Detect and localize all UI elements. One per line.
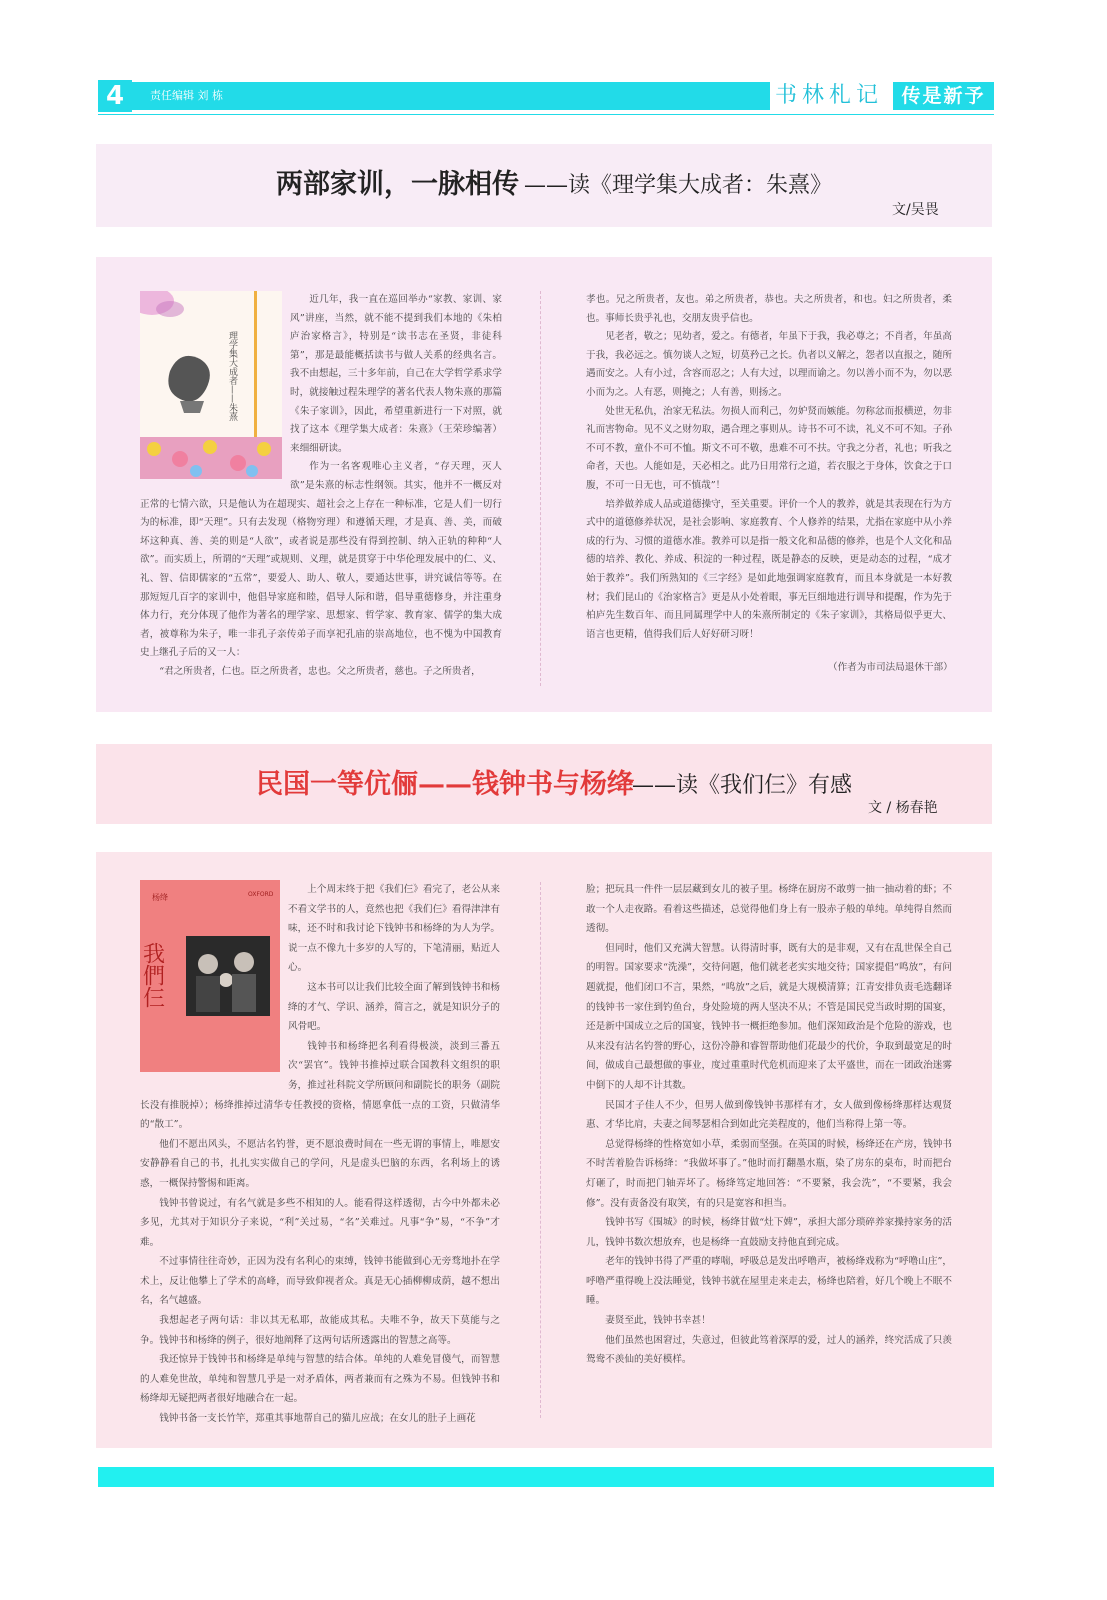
book-cover-zhuxi [140,291,282,479]
article2-body-box [96,852,992,1448]
article1-body-box [96,257,992,712]
article2-col2 [586,880,952,1370]
article1-col1-paragraph: 近几年，我一直在巡回举办“家教、家训、家风”讲座，当然，就不能不提到我们本地的《朱柏庐治家格言》，特别是“读书志在圣贤，非徒科第”，那是最能概括读书与做人关系的经典名言。我不由想起，三十多年前，自己在大学哲学系求学时，就接触过程朱理学的著名代表人物朱熹的那篇《朱子家训》，因此，希望重新进行一下对照，就找了这本《理学集大成者：朱熹》（王荣珍编著）来细细研读。 [290,294,502,454]
article1-col1 [140,291,502,681]
article2-col1-paragraph: 我想起老子两句话：非以其无私耶，故能成其私。夫唯不争，故天下莫能与之争。钱钟书和杨绛的例子，很好地阐释了这两句话所透露出的智慧之高等。 [140,1315,500,1346]
article2-col1-paragraph: 不过事情往往奇妙，正因为没有名利心的束缚，钱钟书能做到心无旁骛地扑在学术上，反让他攀上了学术的高峰，而导致仰视者众。真是无心插柳柳成荫，越不想出名，名气越盛。 [140,1256,500,1307]
article2-title: 民国一等伉俪——钱钟书与杨绛 [256,769,634,800]
article2-col2-paragraph: 总觉得杨绛的性格宽如小草，柔弱而坚强。在英国的时候，杨绛还在产房，钱钟书不时苦着脸告诉杨绛：“我做坏事了。”他时而打翻墨水瓶，染了房东的桌布，时而把台灯砸了，时而把门轴弄坏了。杨绛笃定地回答：“不要紧，我会洗”，“不要紧，我会修”。没有责备没有取笑，有的只是宽容和担当。 [586,1138,952,1209]
editor-credit: 责任编辑 刘 栋 [150,89,223,102]
article1-col1-quote: “君之所贵者，仁也。臣之所贵者，忠也。父之所贵者，慈也。子之所贵者， [159,665,481,677]
book-cover-author: 杨绛 [152,893,168,902]
article2-column-divider [540,882,541,1418]
article1-col2-quote: 孝也。兄之所贵者，友也。弟之所贵者，恭也。夫之所贵者，和也。妇之所贵者，柔也。事师长贵乎礼也，交朋友贵乎信也。 [586,294,952,324]
article1-title: 两部家训，一脉相传 [276,169,519,200]
article2-col1-paragraph: 钱钟书曾说过，有名气就是多些不相知的人。能看得这样透彻，古今中外都未必多见，尤其对于知识分子来说，“利”关过易，“名”关难过。凡事“争”易，“不争”才难。 [140,1197,500,1248]
article2-col1-paragraph: 钱钟书和杨绛把名利看得极淡，淡到三番五次“罢官”。钱钟书推掉过联合国教科文组织的职务，推过社科院文学所顾问和副院长的职务（副院长没有推脱掉）；杨绛推掉过清华专任教授的资格，情愿拿低一点的工资，只做清华的“散工”。 [140,1040,500,1131]
article2-col1-paragraph: 我还惊异于钱钟书和杨绛是单纯与智慧的结合体。单纯的人难免冒傻气，而智慧的人难免世故，单纯和智慧几乎是一对矛盾体，两者兼而有之殊为不易。但钱钟书和杨绛却无疑把两者很好地融合在一起。 [140,1354,500,1405]
book-cover-women-sa [140,880,280,1072]
article1-col2-quote: 见老者，敬之；见幼者，爱之。有德者，年虽下于我，我必尊之；不肖者，年虽高于我，我必远之。慎勿谈人之短，切莫矜己之长。仇者以义解之，怨者以直报之，随所遇而安之。人有小过，含容而忍之；人有大过，以理而谕之。勿以善小而不为，勿以恶小而为之。人有恶，则掩之；人有善，则扬之。 [586,331,952,398]
footer-bar [98,1467,994,1487]
column-tagline: 传是新予 [893,82,994,110]
article1-signature: （作者为市司法局退休干部） [828,662,953,673]
article2-subtitle: ——读《我们仨》有感 [632,773,853,798]
article1-column-divider [540,291,541,686]
article2-col1-paragraph: 这本书可以让我们比较全面了解到钱钟书和杨绛的才气、学识、涵养，简言之，就是知识分子的风骨吧。 [288,981,500,1033]
article1-author: 文/吴畏 [892,202,939,218]
article2-col2-paragraph: 民国才子佳人不少，但男人做到像钱钟书那样有才，女人做到像杨绛那样达观贤惠、才华比肩，夫妻之间琴瑟相合到如此完美程度的，他们当称得上第一等。 [586,1099,952,1131]
article1-col2-paragraph: 培养做养成人品或道德操守，至关重要。评价一个人的教养，就是其表现在行为方式中的道德修养状况，是社会影响、家庭教育、个人修养的结果，尤指在家庭中从小养成的行为、习惯的道德水准。教养可以是指一般文化和品德的修养，也是个人文化和品德的培养、教化、养成、积淀的一种过程，既是静态的反映，更是动态的过程，“成才始于教养”。我们所熟知的《三字经》是如此地强调家庭教育，而且本身就是一本好教材；我们昆山的《治家格言》更是从小处着眼，事无巨细地进行训导和提醒，作为先于柏庐先生数百年、而且同属理学中人的朱熹所制定的《朱子家训》，其格局似乎更大、语言也更精，值得我们后人好好研习呀！ [586,498,952,640]
article1-col2 [586,291,952,644]
article2-col2-paragraph: 钱钟书写《围城》的时候，杨绛甘做“灶下婢”，承担大部分琐碎养家操持家务的活儿，钱钟书数次想放弃，也是杨绛一直鼓励支持他直到完成。 [586,1217,952,1248]
article2-col1-paragraph: 钱钟书备一支长竹竿，郑重其事地帮自己的猫儿应战；在女儿的肚子上画花 [159,1413,476,1425]
article2-col1-paragraph: 他们不愿出风头，不愿沽名钓誉，更不愿浪费时间在一些无谓的事情上，唯愿安安静静看自己的书，扎扎实实做自己的学问，凡是虚头巴脑的东西，名利场上的诱惑，一概保持警惕和距离。 [140,1138,500,1189]
article2-col1-paragraph: 上个周末终于把《我们仨》看完了，老公从来不看文学书的人，竟然也把《我们仨》看得津津有味，还不时和我讨论下钱钟书和杨绛的为人为学。说一点不像九十多岁的人写的，下笔清丽，贴近人心。 [288,884,500,974]
column-name: 书林札记 [775,83,884,108]
article1-title-box [96,144,992,227]
article1-col2-quote: 处世无私仇，治家无私法。勿损人而利己，勿妒贤而嫉能。勿称忿而报横逆，勿非礼而害物命。见不义之财勿取，遇合理之事则从。诗书不可不读，礼义不可不知。子孙不可不教，童仆不可不恤。斯文不可不敬，患难不可不扶。守我之分者，礼也；听我之命者，天也。人能如是，天必相之。此乃日用常行之道，若衣服之于身体，饮食之于口腹，不可一日无也，可不慎哉”！ [586,405,952,491]
article2-author: 文 / 杨春艳 [868,800,938,816]
article1-subtitle: ——读《理学集大成者：朱熹》 [524,173,833,198]
article2-col2-paragraph: 脸；把玩具一件件一层层藏到女儿的被子里。杨绛在厨房不敢剪一抽一抽动着的虾；不敢一个人走夜路。看着这些描述，总觉得他们身上有一股赤子般的单纯。单纯得自然而透彻。 [586,884,952,935]
article2-col2-paragraph: 老年的钱钟书得了严重的哮喘，呼吸总是发出呼噜声，被杨绛戏称为“呼噜山庄”，呼噜严重得晚上没法睡觉，钱钟书就在屋里走来走去，杨绛也陪着，好几个晚上不眠不睡。 [586,1256,952,1307]
article2-title-box [96,744,992,824]
book-cover-title: 我們仨 [140,942,165,1008]
article2-col2-paragraph: 他们虽然也困窘过，失意过，但彼此笃着深厚的爱，过人的涵养，终究活成了只羡鸳鸯不羡仙的美好模样。 [586,1334,952,1366]
article2-col1 [140,880,500,1429]
page-number: 4 [98,80,132,112]
book-cover-publisher: OXFORD [248,891,274,898]
article2-col2-paragraph: 妻贤至此，钱钟书幸甚！ [605,1315,711,1327]
header-rule [98,114,994,115]
article1-col1-paragraph: 作为一名客观唯心主义者，“存天理，灭人欲”是朱熹的标志性纲领。其实，他并不一概反对正常的七情六欲，只是他认为在超现实、超社会之上存在一种标准，它是人们一切行为的标准，即“天理”。只有去发现（格物穷理）和遵循天理，才是真、善、美，而破坏这种真、善、美的则是“人欲”，或者说是那些没有得到控制、纳入正轨的种种“人欲”。而实质上，所谓的“天理”或规则、义理，就是贯穿于中华伦理发展中的仁、义、礼、智、信即儒家的“五常”，要爱人、助人、敬人，要通达世事，讲究诚信等等。在那短短几百字的家训中，他倡导家庭和睦，倡导人际和谐，倡导重德修身，并注重身体力行，充分体现了他作为著名的理学家、思想家、哲学家、教育家、儒学的集大成者，被尊称为朱子，唯一非孔子亲传弟子而享祀孔庙的崇高地位，也不愧为中国教育史上继孔子后的又一人： [140,461,502,659]
book-cover-title: 理学集大成者——朱熹 [227,331,237,421]
article2-col2-paragraph: 但同时，他们又充满大智慧。认得清时事，既有大的是非观，又有在乱世保全自己的明智。国家要求“洗澡”，交待问题，他们就老老实实地交待；国家提倡“鸣放”，有问题就提，他们闭口不言，果然，“鸣放”之后，就是大规模清算；江青安排负责毛选翻译的钱钟书一家住到钓鱼台，身处险境的两人坚决不从；不管是国民党当政时期的国宴，还是新中国成立之后的国宴，钱钟书一概拒绝参加。他们深知政治是个危险的游戏，也从来没有沽名钓誉的野心，这份冷静和睿智帮助他们花最少的代价，争取到最宽足的时间，做成自己最想做的事业，度过重重时代危机而迎来了太平盛世，而在一团政治迷雾中倒下的人却不计其数。 [586,942,952,1091]
